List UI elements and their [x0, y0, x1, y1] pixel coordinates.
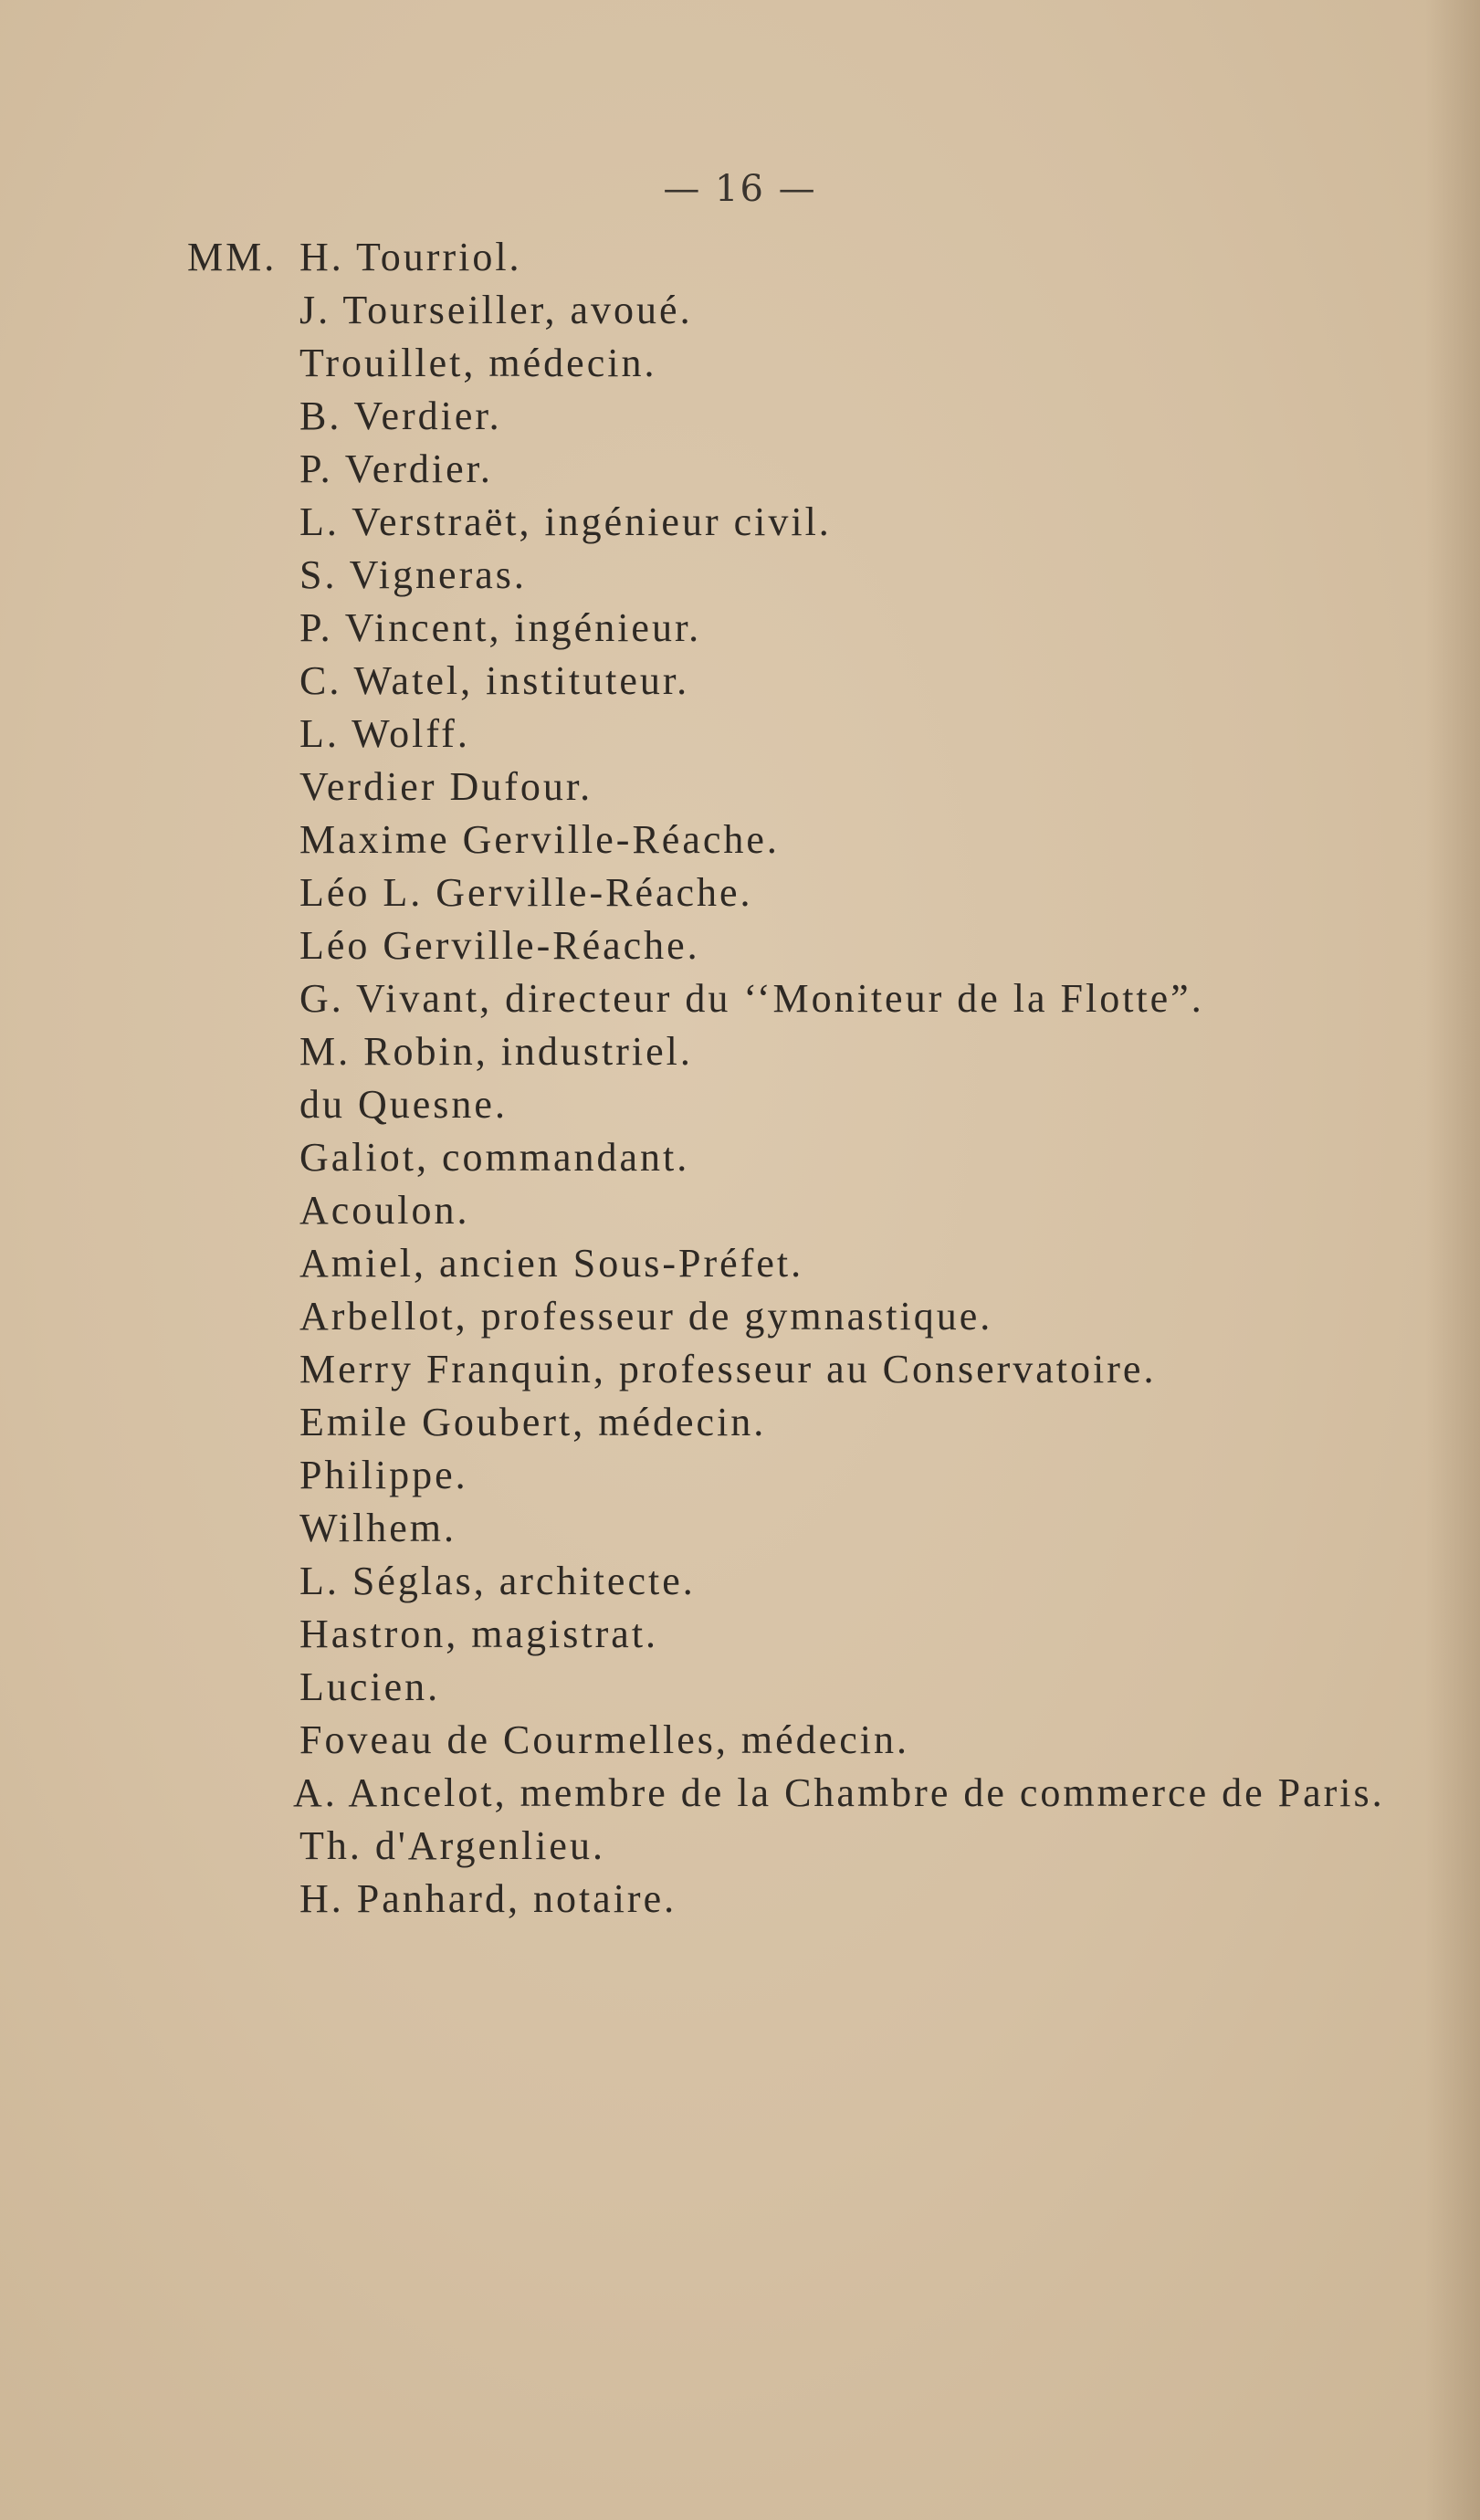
list-item: Emile Goubert, médecin. — [299, 1400, 767, 1444]
list-item: H. Panhard, notaire. — [299, 1876, 677, 1921]
list-item: M. Robin, industriel. — [299, 1029, 693, 1074]
list-item: Merry Franquin, professeur au Conservatoire. — [299, 1347, 1157, 1391]
list-item: C. Watel, instituteur. — [299, 658, 690, 703]
list-item: P. Verdier. — [299, 446, 493, 491]
honorific-label: MM. — [187, 235, 278, 279]
member-list — [293, 231, 1422, 1926]
list-item: H. Tourriol. — [299, 235, 522, 279]
list-item: Galiot, commandant. — [299, 1135, 690, 1180]
list-item: B. Verdier. — [299, 394, 502, 438]
list-item: J. Tourseiller, avoué. — [299, 288, 693, 332]
list-item: Wilhem. — [299, 1506, 457, 1550]
list-item: L. Wolff. — [299, 711, 470, 756]
list-item: Léo Gerville-Réache. — [299, 923, 700, 968]
list-item: Maxime Gerville-Réache. — [299, 817, 780, 862]
list-item: L. Verstraët, ingénieur civil. — [299, 499, 832, 544]
list-item: Th. d'Argenlieu. — [299, 1823, 605, 1868]
list-item: Lucien. — [299, 1664, 441, 1709]
list-item: Arbellot, professeur de gymnastique. — [299, 1294, 993, 1339]
list-item: Trouillet, médecin. — [299, 341, 657, 385]
list-item: Philippe. — [299, 1453, 468, 1497]
list-item: Acoulon. — [299, 1188, 470, 1233]
list-item: du Quesne. — [299, 1082, 508, 1127]
list-item: Amiel, ancien Sous-Préfet. — [299, 1241, 804, 1286]
list-item: Verdier Dufour. — [299, 764, 593, 809]
list-item: L. Séglas, architecte. — [299, 1559, 696, 1603]
list-item: Foveau de Courmelles, médecin. — [299, 1717, 909, 1762]
list-item: Hastron, magistrat. — [299, 1612, 659, 1656]
list-item: P. Vincent, ingénieur. — [299, 605, 702, 650]
list-item: Léo L. Gerville-Réache. — [299, 870, 753, 915]
list-item: G. Vivant, directeur du ‘‘Moniteur de la Flotte”. — [299, 976, 1204, 1021]
list-item: S. Vigneras. — [299, 552, 527, 597]
page-edge-shadow — [1425, 0, 1480, 2520]
list-item: A. Ancelot, membre de la Chambre de commerce de Paris. — [293, 1770, 1385, 1815]
page-number: — 16 — — [663, 168, 817, 210]
